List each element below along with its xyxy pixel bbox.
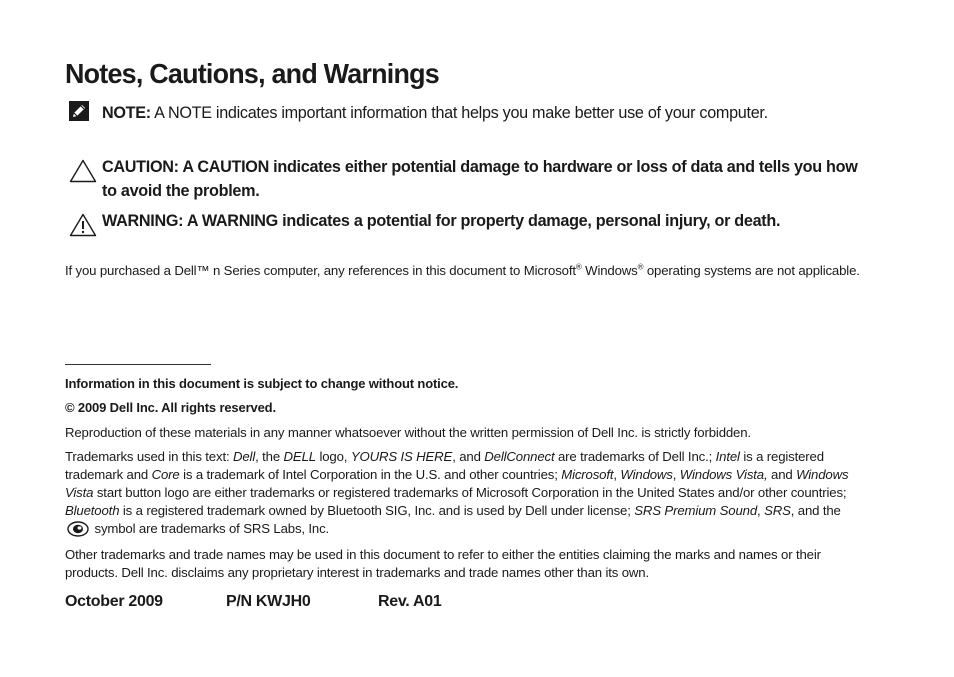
tm-name: Windows	[620, 467, 673, 482]
warning-notice	[102, 209, 862, 233]
tm-name: Intel	[715, 449, 740, 464]
warning-text: A WARNING indicates a potential for property damage, personal injury, or death.	[186, 212, 781, 230]
tm-name: SRS	[764, 503, 791, 518]
note-label: NOTE:	[102, 104, 151, 122]
tm-text: is a trademark of Intel Corporation in the U.S. and other countries;	[179, 467, 562, 482]
tm-name: Core	[151, 467, 180, 482]
note-text: A NOTE indicates important information that helps you make better use of your computer.	[154, 104, 768, 122]
tm-name: Windows Vista	[65, 467, 849, 500]
copyright-notice: © 2009 Dell Inc. All rights reserved.	[65, 400, 276, 415]
n-series-text-3: operating systems are not applicable.	[643, 263, 860, 278]
caution-label: CAUTION:	[102, 158, 179, 176]
tm-name: DellConnect	[484, 449, 555, 464]
trademark-notice	[65, 448, 865, 542]
caution-triangle-icon	[69, 159, 97, 190]
registered-mark: ®	[637, 262, 644, 272]
caution-notice	[102, 155, 862, 203]
tm-name: Dell	[232, 449, 256, 464]
tm-text: logo,	[315, 449, 351, 464]
caution-text: A CAUTION indicates either potential damage to hardware or loss of data and tells you how to avoid the problem.	[102, 158, 858, 200]
warning-label: WARNING:	[102, 212, 184, 230]
note-notice	[102, 101, 862, 125]
n-series-text-2: Windows	[581, 263, 638, 278]
tm-text: start button logo are either trademarks or registered trademarks of Microsoft Corporation in the United States and/or other countries;	[93, 485, 847, 500]
registered-mark: ®	[575, 262, 582, 272]
tm-text: and	[767, 467, 797, 482]
tm-name: SRS Premium Sound	[634, 503, 758, 518]
divider-rule	[65, 364, 211, 365]
tm-text: ,	[613, 467, 621, 482]
tm-text: , and	[452, 449, 485, 464]
n-series-text-1: If you purchased a Dell™ n Series computer, any references in this document to Microsoft	[65, 263, 576, 278]
tm-text: are trademarks of Dell Inc.;	[554, 449, 716, 464]
page-title: Notes, Cautions, and Warnings	[65, 58, 439, 89]
tm-text: symbol are trademarks of SRS Labs, Inc.	[91, 521, 330, 536]
srs-logo-icon	[67, 521, 89, 542]
footer-part-number: P/N KWJH0	[226, 593, 311, 610]
tm-text: , the	[255, 449, 284, 464]
tm-text: ,	[672, 467, 680, 482]
change-notice: Information in this document is subject to change without notice.	[65, 376, 459, 391]
n-series-notice	[65, 262, 865, 280]
footer-date: October 2009	[65, 593, 163, 610]
warning-triangle-icon	[69, 213, 97, 244]
tm-text: is a registered trademark and	[65, 449, 824, 482]
tm-text: , and the	[790, 503, 841, 518]
tm-name: Bluetooth	[65, 503, 120, 518]
tm-name: Windows Vista,	[679, 467, 768, 482]
footer-revision: Rev. A01	[378, 593, 442, 610]
tm-text: ,	[757, 503, 765, 518]
tm-name: DELL	[283, 449, 316, 464]
tm-name: Microsoft	[561, 467, 614, 482]
other-trademarks-notice: Other trademarks and trade names may be used in this document to refer to either the entities claiming the marks and names or their products. Dell Inc. disclaims any proprietary interest in trademarks and trade names other than its own.	[65, 547, 821, 580]
tm-name: YOURS IS HERE	[350, 449, 453, 464]
tm-text: Trademarks used in this text:	[65, 449, 233, 464]
reproduction-notice: Reproduction of these materials in any manner whatsoever without the written permission of Dell Inc. is strictly forbidden.	[65, 425, 751, 440]
tm-text: is a registered trademark owned by Bluetooth SIG, Inc. and is used by Dell under license;	[119, 503, 635, 518]
pencil-note-icon	[69, 101, 89, 128]
